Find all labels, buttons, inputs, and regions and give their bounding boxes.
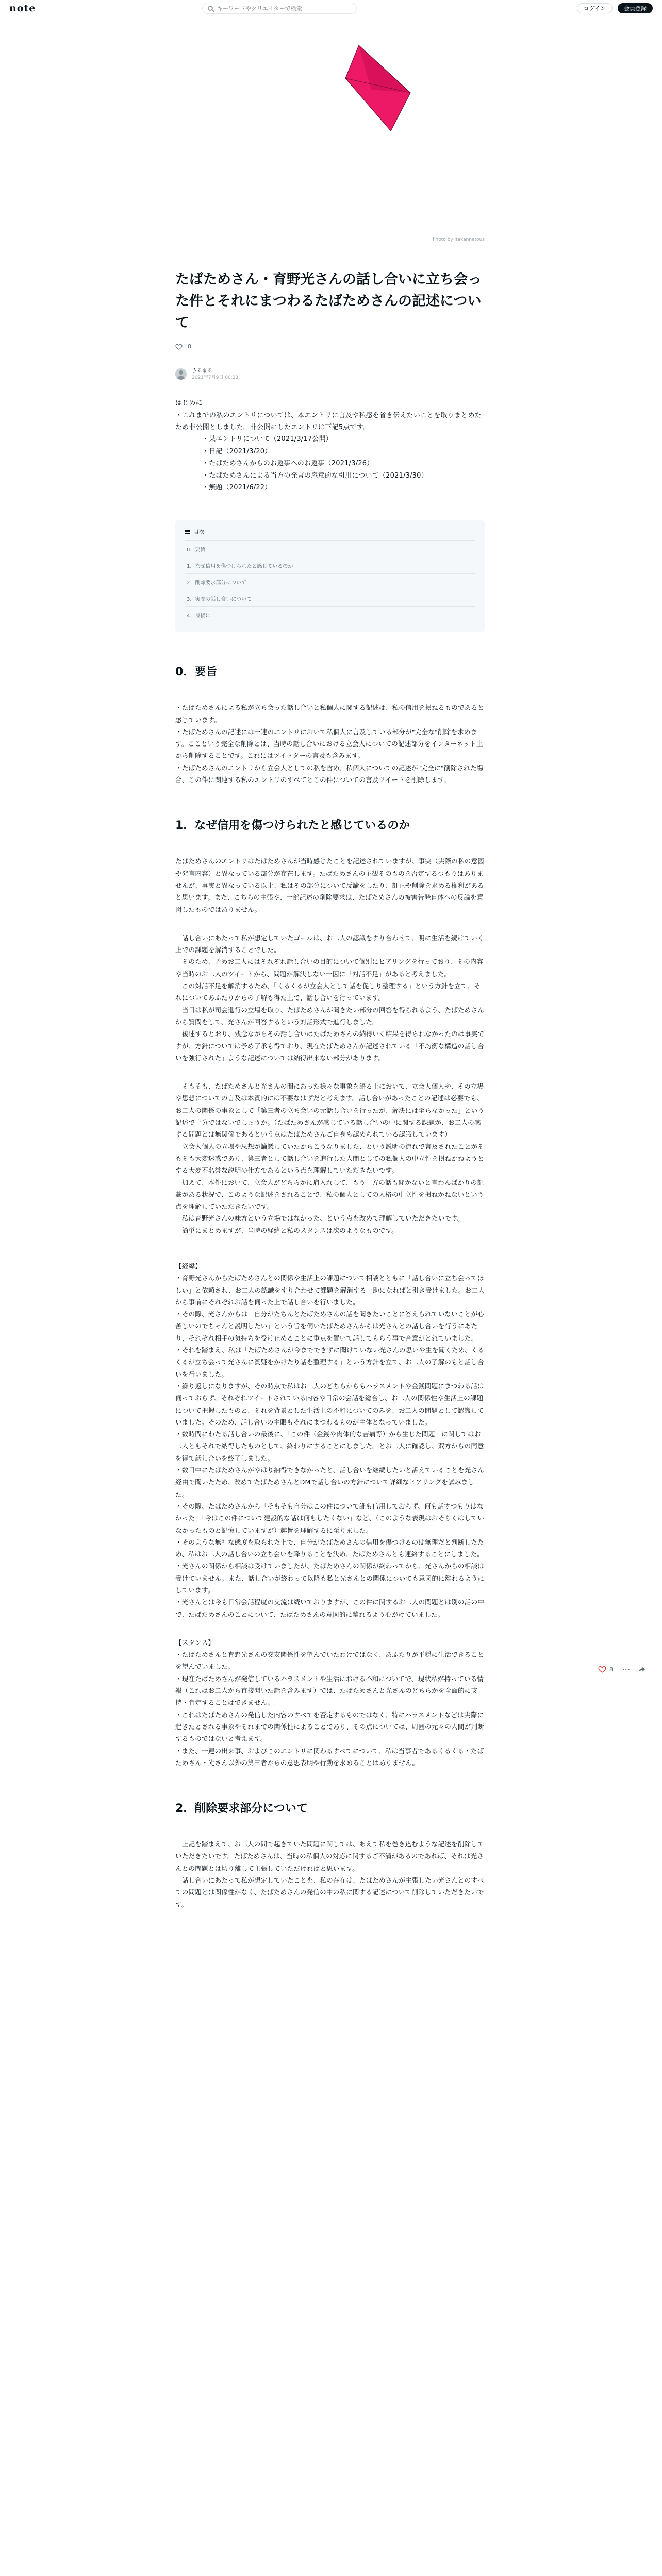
- publish-date: 2021年7月9日 00:23: [192, 375, 239, 381]
- paragraph: 上記を踏まえて、お二人の間で起きていた問題に関しては、あえて私を巻き込むような記述を削除していただきたいです。たばためさんは、当時の私個人の対応に関するご不満があるのであれば、それは光さんとの問題とは切り離して主張していただければと思います。: [175, 1840, 484, 1872]
- section-heading: 2．削除要求部分について: [175, 1802, 308, 1816]
- intro-list-item: ・日記（2021/3/20）: [202, 447, 272, 455]
- paragraph: 当日は私が司会進行の立場を取り、たばためさんが聞きたい部分の回答を得られるよう、たばためさんから質問をして、光さんが回答するという対話形式で進行しました。: [175, 1006, 484, 1026]
- paragraph: 話し合いにあたって私が想定していたことを、私の存在は、たばためさんが主張したい光さんとのすべての問題とは関係性がなく、たばためさんの発信の中の私に関する記述について削除していただきたいです。: [175, 1876, 484, 1908]
- toc-item[interactable]: 2．削除要求部分について: [185, 573, 475, 590]
- intro-heading: はじめに: [175, 399, 203, 408]
- note-logo[interactable]: note: [9, 2, 36, 14]
- section-2: [175, 1620, 485, 1769]
- floating-action-bar: [598, 1662, 655, 1677]
- intro-list-item: ・無題（2021/6/22）: [202, 483, 272, 492]
- toc-header[interactable]: [185, 528, 475, 535]
- author-block[interactable]: [175, 368, 485, 381]
- search-input[interactable]: [217, 5, 341, 12]
- paragraph: ・また、一連の出来事、およびこのエントリに関わるすべてについて、私は当事者であるくるくる・たばためさん・光さん以外の第三者からの意思表明や行動を求めることはありません。: [175, 1747, 484, 1767]
- search-icon: [208, 6, 213, 11]
- author-avatar[interactable]: [175, 368, 187, 380]
- photo-credit: Photo by itakannetous: [433, 237, 485, 242]
- paragraph: ・その際、光さんからは「自分がたちんとたばためさんの話を聞きたいことに答えられていないことが心苦しいのでちゃんと説明したい」という旨を伺いたばためさんからは光さんとの話し合いを行うにあたり、それぞれ相手の気持ちを受け止めることに重点を置いて話してもらう事で合意がとれていました。: [175, 1310, 484, 1342]
- paragraph: ・その際、たばためさんから「そもそも自分はこの件について誰も信用しておらず、何も話すつもりはなかった」「今はこの件について建設的な話は何もしたくない」など、（このような表現はおそらくはしていなかったものと記憶していますが）趣旨を理解するに至りました。: [175, 1502, 484, 1534]
- floating-like-count: 8: [609, 1666, 613, 1673]
- article: [175, 258, 485, 1910]
- like-area: [175, 343, 485, 350]
- intro-list-item: ・たばためさんからのお返事へのお返事（2021/3/26）: [202, 460, 374, 468]
- paragraph: たばためさんのエントリはたばためさんが当時感じたことを記述されていますが、事実（実際の私の意図や発言内容）と異なっている部分が存在します。たばためさんの主観そのものを否定するつもりはありませんが、事実と異なっている以上、私はその部分について反論をしたり、訂正や削除を求める権利があると思います。また、こちらの主張や、一部記述の削除要求は、たばためさんの被害告発自体への反論を意図したものではありません。: [175, 857, 484, 913]
- toc-item[interactable]: 3．実際の話し合いについて: [185, 590, 475, 606]
- intro-text: ・これまでの私のエントリについては、本エントリに言及や私感を省き伝えたいことを取りまとめたため非公開としました。非公開にしたエントリは下記5点です。: [175, 411, 482, 431]
- article-title: たばためさん・育野光さんの話し合いに立ち会った件とそれにまつわるたばためさんの記述について: [175, 272, 482, 331]
- signup-button[interactable]: 会員登録: [618, 3, 653, 13]
- login-button[interactable]: ログイン: [577, 3, 613, 13]
- paragraph: ・これはたばためさんの発信した内容のすべてを否定するものではなく、特にハラスメントなどは実際に起きたとされる事象やそれまでの関係性によることであり、その点については、周囲の元々の人間が判断するものではないと考えます。: [175, 1710, 484, 1743]
- paragraph: 私は育野光さんの味方という立場ではなかった、という点を改めて理解していただきたいです。: [175, 1214, 464, 1223]
- paragraph: ・たばためさんと育野光さんの交友関係性を望んでいたわけではなく、あふたりが平穏に生活できることを望んでいました。: [175, 1651, 484, 1671]
- paragraph: ・数時間にわたる話し合いの最後に、「この件（金銭や肉体的な苦痛等）から生じた問題」に関してはお二人ともそれで納得したものとして、終わりにすることにしました。とお二人に確認し、双方からの同意を得て話し合いを終了しました。: [175, 1430, 484, 1462]
- search-box[interactable]: [202, 3, 357, 14]
- intro-list-item: ・たばためさんによる当方の発言の恣意的な引用について（2021/3/30）: [202, 471, 428, 480]
- paragraph: ・数日中にたばためさんがやはり納得できなかったと、話し合いを継続したいと訴えていることを光さん経由で聞いたため、改めてたばためさんとDMで話し合いの方針について詳細なヒアリングを試みました。: [175, 1466, 484, 1498]
- share-icon[interactable]: [638, 1665, 646, 1673]
- paragraph: そのため、予めお二人にはそれぞれ話し合いの目的について個別にヒアリングを行っており、その内容や当時のお二人のツイートから、問題が解決しない一因に「対話不足」があると考えました。: [175, 958, 484, 978]
- paragraph: 簡単にまとめますが、当時の経緯と私のスタンスは次のようなものです。: [175, 1226, 398, 1234]
- section-1: [175, 817, 485, 1620]
- article-sections: [175, 663, 485, 1910]
- like-count: 8: [188, 343, 191, 350]
- paragraph: ・そのような無礼な態度を取られた上で、自分がたばためさんの信用を傷つけるのは無理だと判断したため、私はお二人の話し合いの立ち会いを降りることを決め、たばためさんとも連絡することにしました。: [175, 1538, 484, 1558]
- paragraph: ・たばためさんの記述には一連のエントリにおいて私個人に言及している部分が"完全な"削除を求めます。ここという完全な削除とは、当時の話し合いにおける立会人についての記述部分をインターネット上から削除することです。これにはツイッターの言及も含みます。: [175, 727, 483, 760]
- author-name[interactable]: うるまる: [192, 368, 212, 374]
- paragraph: 立会人個人の立場や思想が論議していたからこうなりました、という説明の流れで言及されたことがそもそも大変迷惑であり、第三者として話し合いを進行した人間としての私個人の中立性を損ねかねようとする大変不名誉な説明の仕方であるという点を理解していただきたいです。: [175, 1142, 484, 1175]
- more-icon[interactable]: ···: [622, 1666, 631, 1673]
- heart-icon[interactable]: [598, 1665, 606, 1673]
- paragraph: ・光さんの関係から相談は受けていましたが、たばためさんの関係が終わってから、光さんからの相談は受けていません。また、話し合いが終わって以降も私と光さんとの関係についても意図的に離れるようにしています。: [175, 1562, 485, 1594]
- paragraph: ・繰り返しになりますが、その時点で私はお二人のどちらからもハラスメントや金銭問題にまつわる話は伺っておらず、それぞれツイートされている内容や日常の会話を総合し、お二人の関係性や生活上の課題について把握したものと、それを背景とした生活上の不和についてのみを、お二人の問題として認識していました。そのため、話し合いの主眼もそれにまつわるものが主体となっていました。: [175, 1382, 484, 1426]
- section-3: [175, 1800, 485, 1910]
- paragraph: 【経緯】: [175, 1262, 202, 1270]
- paragraph: ・たばためさんによる私が立ち会った話し合いと私個人に関する記述は、私の信用を損ねるものであると感じています。: [175, 704, 484, 724]
- toc-title: 目次: [194, 530, 204, 536]
- hero-image: [175, 16, 485, 235]
- paragraph: 後述するとおり、残念ながらその話し合いはたばためさんの納得いく結果を得られなかったのは事実ですが、方針については予め了承も得ており、現在たばためさんが記述されている「不均衡な構造の話し合いを強行された」ような記述については納得出来ない部分があります。: [175, 1030, 484, 1062]
- paragraph: 【スタンス】: [175, 1638, 215, 1647]
- paragraph: そもそも、たばためさんと光さんの間にあった様々な事象を語る上において、立会人個人や、その立場や思想についての言及は本質的には不要なはずだと考えます。話し合いがあったことの記述は必要でも、お二人の関係の事象として「第三者の立ち会いの元話し合いを行ったが、解決には至らなかった」という記述で十分ではないでしょうか。（たばためさんが感じている話し合いの中に関する課題が、お二人の感ずる問題とは無関係であるという点はたばためさんご自身も認められている認識しています）: [175, 1082, 484, 1139]
- toc-item[interactable]: 4．最後に: [185, 606, 475, 623]
- toc-item[interactable]: 0．要旨: [185, 540, 475, 557]
- toc-item[interactable]: 1．なぜ信用を傷つけられたと感じているのか: [185, 557, 475, 573]
- paragraph: 加えて、本件において、立会人がどちらかに肩入れして、もう一方の話も聞かないと言わんばかりの記載がある状況で、このような記述をされることで、私の個人としての人格の中立性を損ねかねないという点を理解していただきたいです。: [175, 1178, 484, 1211]
- paragraph: この対話不足を解消するため、「くるくるが立会人として話を促しり整理する」という方針を立て、それについてあふたりからの了解も得た上で、話し合いを行っています。: [175, 982, 481, 1002]
- table-of-contents: [175, 520, 485, 632]
- heart-icon[interactable]: [175, 343, 183, 350]
- paragraph: ・それを踏まえ、私は「たばためさんが今までできずに聞けていない光さんの思いや生を聞くため、くるくるが立ち会って光さんに質疑をかけたり話を整理する」という方針を立て、お二人の了解のもと話し合いを行いました。: [175, 1346, 485, 1378]
- paragraph: 話し合いにあたって私が想定していたゴールは、お二人の認識をすり合わせて、明に生活を続けていく上での課題を解消することでした。: [175, 934, 484, 954]
- paragraph: ・現在たばためさんが発信しているハラスメントや生活における不和についてで、現状私が持っている情報（これはお二人から直接聞いた話を含みます）では、たばためさんと光さんのどちらかを全面的に支持・肯定することはできません。: [175, 1674, 484, 1707]
- intro-list-item: ・某エントリについて（2021/3/17公開）: [202, 435, 333, 444]
- section-heading: 0．要旨: [175, 666, 218, 679]
- paragraph: ・光さんとは今も日常会話程度の交流は続いておりますが、この件に関するお二人の問題とは別の話の中で、たばためさんのことについて、たばためさんの意図的に離れるよう心がけていました。: [175, 1598, 484, 1618]
- intro: [175, 397, 485, 494]
- paragraph: ・たばためさんのエントリから立会人としての私を含め、私個人についての記述が"完全に"削除された場合、この件に関連する私のエントリのすべてとこの件についての言及ツイートを削除します。: [175, 764, 484, 784]
- section-heading: 1．なぜ信用を傷つけられたと感じているのか: [175, 819, 410, 833]
- section-0: [175, 663, 485, 786]
- site-header: [0, 0, 662, 16]
- paragraph: ・育野光さんからたばためさんとの関係や生活上の課題について相談とともに「話し合いに立ち会ってほしい」と依頼され、お二人の認識をすり合わせて課題を解消する一助になればと引き受けました。お二人から事前にそれぞれお話を伺った上で話し合いを行いました。: [175, 1274, 485, 1306]
- list-icon: [185, 530, 190, 534]
